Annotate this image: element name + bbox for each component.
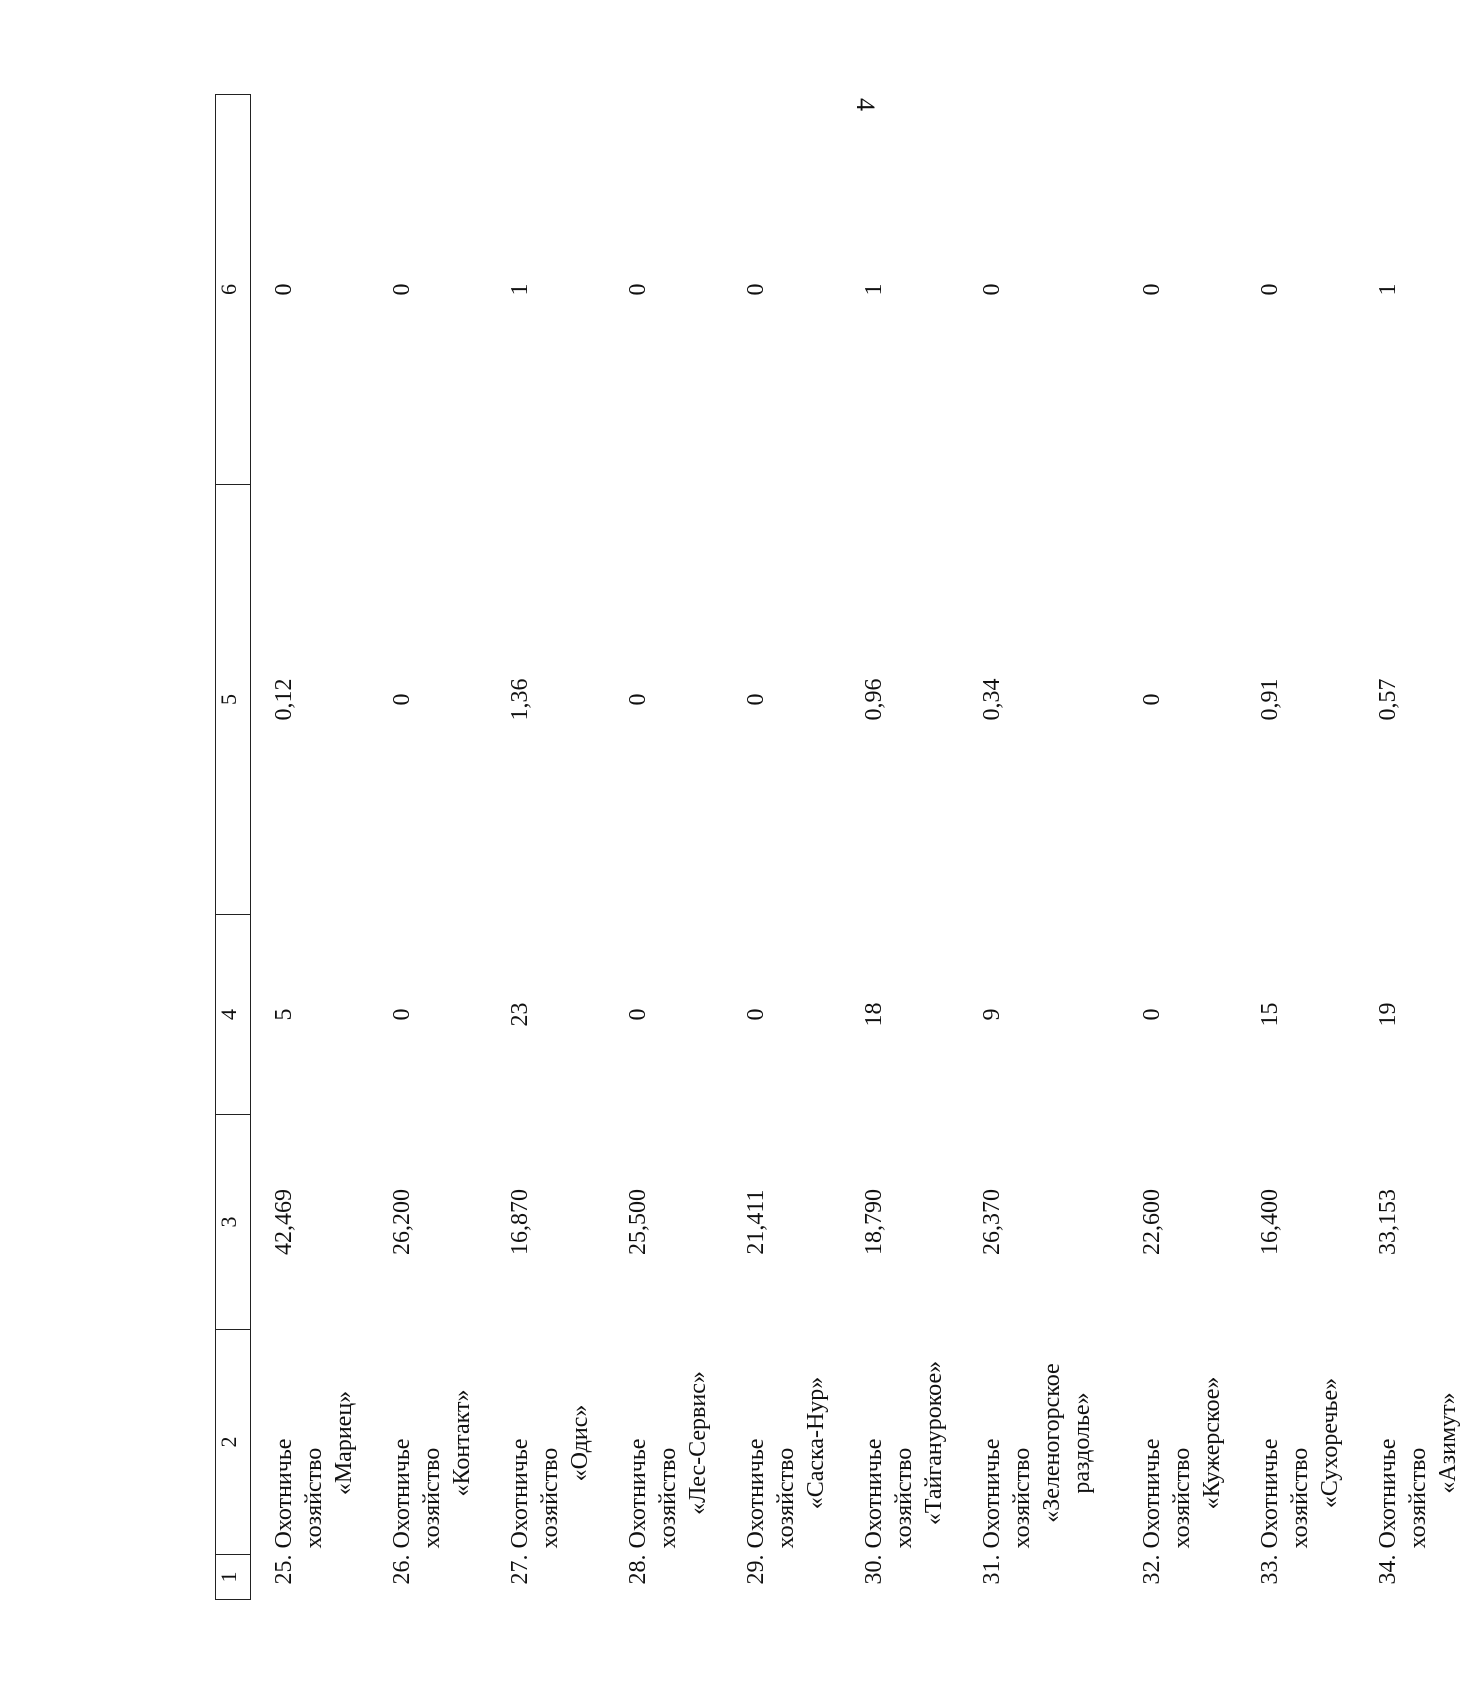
cell-col-4: 15 [1257,1002,1283,1027]
cell-col-4: 9 [979,1008,1005,1021]
name-line-2: «Тайганурокое» [921,1360,947,1526]
cell-col-6: 1 [507,283,533,296]
row-number: 34. [1375,1554,1401,1585]
name-line-2: «Зеленогорское раздолье» [1039,1363,1095,1523]
rotated-table-container [215,95,1461,1600]
header-row [216,95,251,1600]
hunting-farm-name [369,1330,487,1555]
name-line-1: Охотничье хозяйство [271,1438,327,1549]
name-line-2: «Лес-Сервис» [685,1371,711,1515]
cell-col-5: 0 [389,693,415,706]
hunting-farm-name [723,1330,841,1555]
cell-col-5: 0,96 [861,678,887,721]
row-number: 33. [1257,1554,1283,1585]
name-line-1: Охотничье хозяйство [1375,1438,1431,1549]
table-row [1237,95,1355,1600]
name-line-1: Охотничье хозяйство [861,1438,917,1549]
row-number: 30. [861,1554,887,1585]
name-line-1: Охотничье хозяйство [625,1438,681,1549]
table-row [723,95,841,1600]
cell-col-5: 0 [743,693,769,706]
cell-col-4: 0 [625,1008,651,1021]
col-header-4: 4 [216,915,251,1115]
table-row [959,95,1119,1600]
cell-col-6: 0 [271,283,297,296]
name-line-1: Охотничье хозяйство [507,1438,563,1549]
cell-col-3: 33,153 [1375,1189,1401,1255]
cell-col-5: 0,34 [979,678,1005,721]
name-line-1: Охотничье хозяйство [389,1438,445,1549]
row-number: 29. [743,1554,769,1585]
table-row [487,95,605,1600]
name-line-1: Охотничье хозяйство [979,1438,1035,1549]
name-line-1: Охотничье хозяйство [743,1438,799,1549]
hunting-farm-name [1119,1330,1237,1555]
page-number: 4 [851,98,880,111]
cell-col-6: 0 [1257,283,1283,296]
hunting-farm-name [1355,1330,1473,1555]
cell-col-6: 1 [861,283,887,296]
hunting-farm-name [1237,1330,1355,1555]
row-number: 26. [389,1554,415,1585]
name-line-1: Охотничье хозяйство [1139,1438,1195,1549]
row-number: 31. [979,1554,1005,1585]
row-number: 32. [1139,1554,1165,1585]
col-header-2: 2 [216,1330,251,1555]
table-body [251,95,1473,1600]
hunting-farm-name [605,1330,723,1555]
name-line-2: «Сухоречье» [1317,1377,1343,1509]
cell-col-4: 0 [1139,1008,1165,1021]
col-header-5: 5 [216,485,251,915]
cell-col-5: 0,12 [271,678,297,721]
table-row [369,95,487,1600]
table-row [1119,95,1237,1600]
cell-col-3: 18,790 [861,1189,887,1255]
name-line-2: «Кужерское» [1199,1376,1225,1510]
cell-col-4: 23 [507,1002,533,1027]
name-line-2: «Одис» [567,1404,593,1482]
cell-col-4: 0 [743,1008,769,1021]
cell-col-6: 1 [1375,283,1401,296]
cell-col-6: 0 [743,283,769,296]
cell-col-3: 26,370 [979,1189,1005,1255]
row-number: 28. [625,1554,651,1585]
cell-col-3: 25,500 [625,1189,651,1255]
name-line-1: Охотничье хозяйство [1257,1438,1313,1549]
hunting-farm-name [959,1330,1119,1555]
cell-col-4: 0 [389,1008,415,1021]
cell-col-3: 21,411 [743,1189,769,1255]
cell-col-4: 19 [1375,1002,1401,1027]
cell-col-3: 16,400 [1257,1189,1283,1255]
name-line-2: «Мариец» [331,1390,357,1496]
row-number: 25. [271,1554,297,1585]
cell-col-6: 0 [1139,283,1165,296]
hunting-farm-name [251,1330,370,1555]
cell-col-5: 0 [625,693,651,706]
cell-col-4: 5 [271,1008,297,1021]
row-number: 27. [507,1554,533,1585]
col-header-3: 3 [216,1115,251,1330]
cell-col-3: 42,469 [271,1189,297,1255]
name-line-2: «Азимут» [1435,1392,1461,1494]
table-row [605,95,723,1600]
cell-col-5: 0,57 [1375,678,1401,721]
cell-col-6: 0 [979,283,1005,296]
name-line-2: «Саска-Нур» [803,1376,829,1510]
hunting-farm-name [487,1330,605,1555]
cell-col-5: 0 [1139,693,1165,706]
col-header-1: 1 [216,1555,251,1600]
cell-col-5: 0,91 [1257,678,1283,721]
hunting-farm-name [841,1330,959,1555]
col-header-6: 6 [216,95,251,485]
cell-col-3: 22,600 [1139,1189,1165,1255]
cell-col-3: 16,870 [507,1189,533,1255]
data-table [215,94,1473,1600]
cell-col-4: 18 [861,1002,887,1027]
table-row [251,95,370,1600]
table-row [1355,95,1473,1600]
cell-col-6: 0 [389,283,415,296]
cell-col-5: 1,36 [507,678,533,721]
table-row [841,95,959,1600]
cell-col-3: 26,200 [389,1189,415,1255]
name-line-2: «Контакт» [449,1389,475,1497]
cell-col-6: 0 [625,283,651,296]
